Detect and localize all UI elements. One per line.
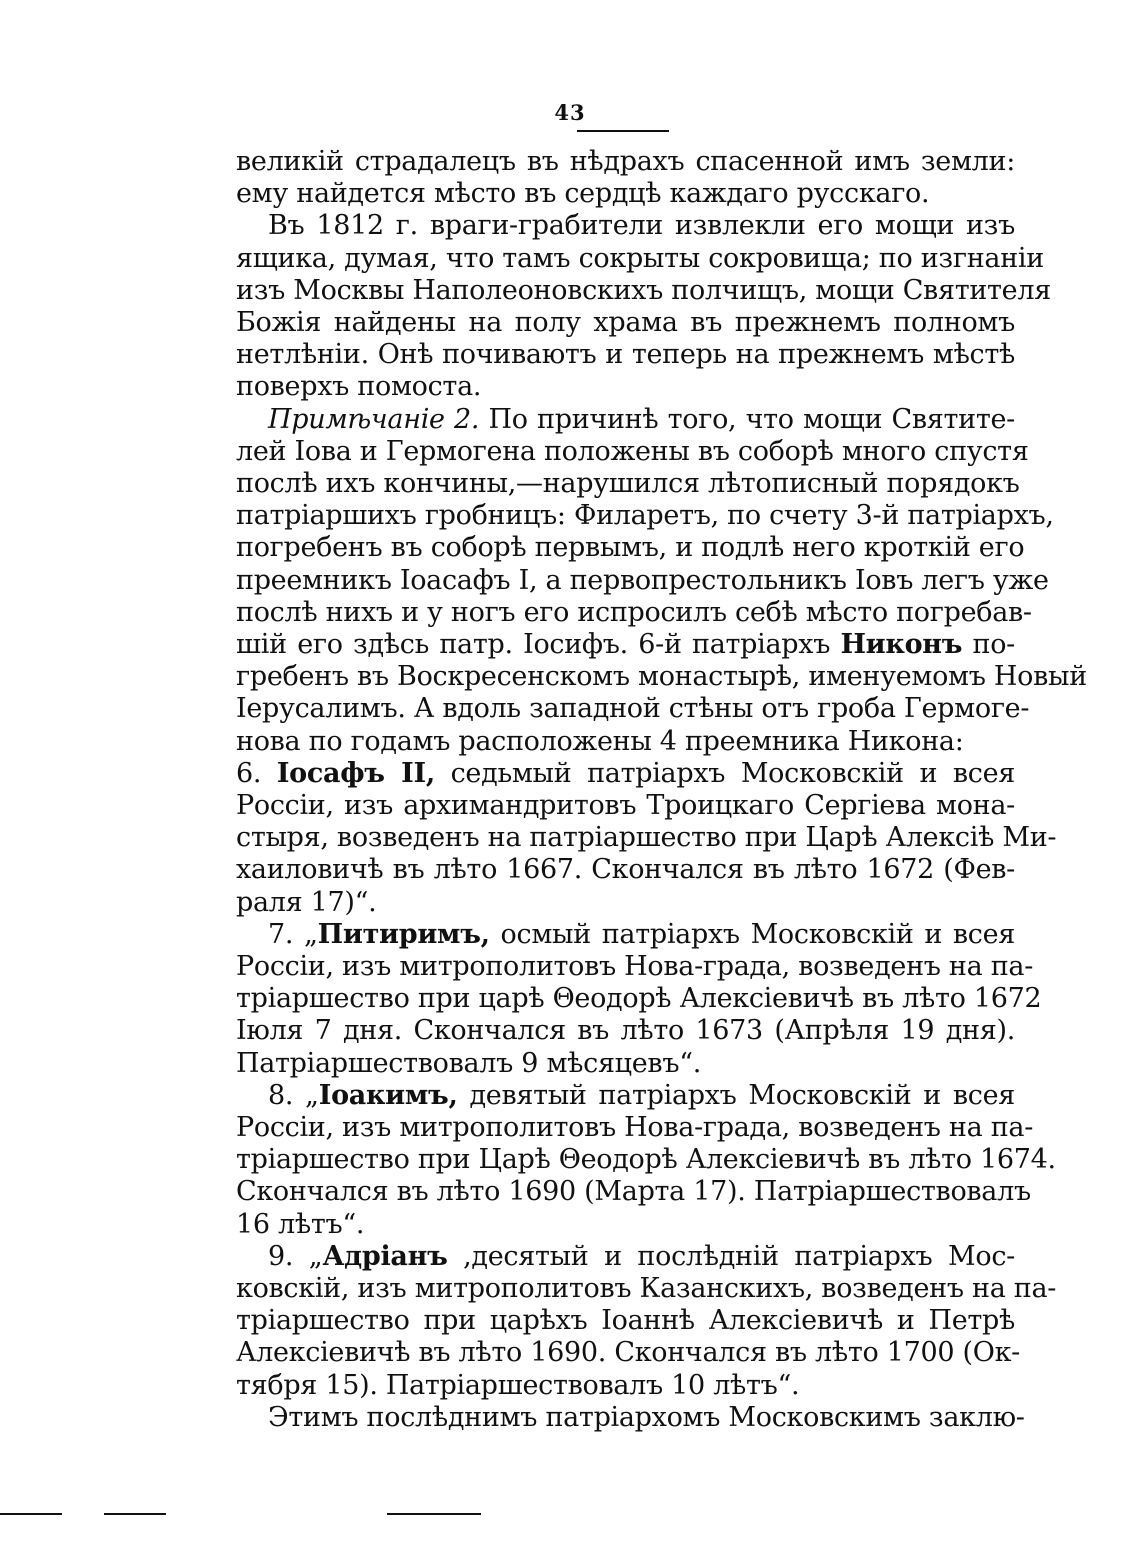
text-run: Этимъ послѣднимъ патріархомъ Московскимъ заклю- — [268, 1402, 1025, 1433]
text-line — [236, 597, 1032, 629]
text-line — [236, 661, 1087, 693]
text-run: Россіи, изъ архимандритовъ Троицкаго Сергіева мона- — [236, 790, 1015, 821]
text-line — [236, 1305, 1015, 1337]
text-line — [268, 1402, 1025, 1434]
text-line — [236, 822, 1057, 854]
text-run: 6. — [236, 758, 277, 789]
text-run: патріаршихъ гробницъ: Филаретъ, по счету 3-й патріархъ, — [236, 500, 1054, 531]
text-line — [236, 629, 1015, 661]
text-run: Іюля 7 дня. Скончался въ лѣто 1673 (Апрѣля 19 дня). — [236, 1015, 1015, 1046]
text-run: ,десятый и послѣдній патріархъ Мос- — [447, 1241, 1015, 1272]
text-run: Россіи, изъ митрополитовъ Нова-града, возведенъ на па- — [236, 951, 1034, 982]
text-line — [236, 693, 1030, 725]
text-run: нетлѣніи. Онѣ почиваютъ и теперь на прежнемъ мѣстѣ — [236, 339, 1015, 370]
text-run: девятый патріархъ Московскій и всея — [457, 1080, 1015, 1111]
text-line — [236, 1209, 1015, 1241]
text-line — [236, 468, 1020, 500]
text-line — [236, 178, 1015, 210]
text-run: Въ 1812 г. враги-грабители извлекли его мощи изъ — [268, 210, 1015, 241]
text-line — [236, 275, 1051, 307]
text-line — [236, 983, 1042, 1015]
text-run: Россіи, изъ митрополитовъ Нова-града, возведенъ на па- — [236, 1112, 1034, 1143]
text-line — [268, 1080, 1015, 1112]
text-run: тріаршество при Царѣ Θеодорѣ Алексіевичѣ въ лѣто 1674. — [236, 1144, 1056, 1175]
text-line — [236, 1337, 1021, 1369]
text-run: послѣ нихъ и у ногъ его испросилъ себѣ мѣсто погребав- — [236, 597, 1032, 628]
text-line — [236, 1015, 1015, 1047]
text-run: тября 15). Патріаршествовалъ 10 лѣтъ“. — [236, 1370, 800, 1401]
text-run: Іерусалимъ. А вдоль западной стѣны отъ гроба Гермоге- — [236, 693, 1030, 724]
text-line — [236, 1176, 1031, 1208]
text-line — [268, 1241, 1015, 1273]
text-run: 9. „ — [268, 1241, 323, 1272]
text-run: ковскій, изъ митрополитовъ Казанскихъ, возведенъ на па- — [236, 1273, 1057, 1304]
text-run: Скончался въ лѣто 1690 (Марта 17). Патріаршествовалъ — [236, 1176, 1031, 1207]
text-run: стыря, возведенъ на патріаршество при Царѣ Алексіѣ Ми- — [236, 822, 1057, 853]
text-run: 8. „ — [268, 1080, 319, 1111]
text-line — [236, 1144, 1056, 1176]
text-line — [236, 1048, 1015, 1080]
italic-run: Примѣчаніе 2. — [268, 404, 480, 435]
text-line — [236, 500, 1054, 532]
text-run: лей Іова и Гермогена положены въ соборѣ много спустя — [236, 436, 1029, 467]
text-line — [236, 307, 1015, 339]
text-run: тріаршество при царѣ Θеодорѣ Алексіевичѣ въ лѣто 1672 — [236, 983, 1042, 1014]
text-line — [236, 726, 1015, 758]
text-line — [236, 243, 1044, 275]
text-run: раля 17)“. — [236, 887, 377, 918]
text-run: преемникъ Іоасафъ I, а первопрестольникъ Іовъ легъ уже — [236, 565, 1049, 596]
text-run: по- — [962, 629, 1015, 660]
text-run: хаиловичѣ въ лѣто 1667. Скончался въ лѣто 1672 (Фев- — [236, 854, 1015, 885]
text-run: седьмый патріархъ Московскій и всея — [434, 758, 1015, 789]
text-run: Алексіевичѣ въ лѣто 1690. Скончался въ лѣто 1700 (Ок- — [236, 1337, 1021, 1368]
footer-rule-left — [0, 1513, 62, 1515]
text-line — [268, 404, 1015, 436]
text-run: осмый патріархъ Московскій и всея — [489, 919, 1015, 950]
text-line — [236, 951, 1034, 983]
text-line — [236, 1370, 1015, 1402]
bold-name: Адріанъ — [322, 1241, 448, 1272]
page-number-rule — [577, 130, 669, 132]
text-line — [268, 210, 1015, 242]
text-run: нова по годамъ расположены 4 преемника Никона: — [236, 726, 964, 757]
text-line — [236, 565, 1049, 597]
text-run: тріаршество при царѣхъ Іоаннѣ Алексіевичѣ и Петрѣ — [236, 1305, 1015, 1336]
text-line — [268, 919, 1015, 951]
text-run: шій его здѣсь патр. Іосифъ. 6-й патріархъ — [236, 629, 841, 660]
footer-rule-right — [387, 1513, 481, 1515]
text-run: Патріаршествовалъ 9 мѣсяцевъ“. — [236, 1048, 701, 1079]
text-line — [236, 1273, 1057, 1305]
text-line — [236, 146, 1015, 178]
text-run: поверхъ помоста. — [236, 371, 482, 402]
text-run: Божія найдены на полу храма въ прежнемъ полномъ — [236, 307, 1015, 338]
bold-name: Іоакимъ, — [318, 1080, 458, 1111]
page-number: 43 — [554, 100, 586, 125]
text-line — [236, 339, 1015, 371]
text-run: изъ Москвы Наполеоновскихъ полчищъ, мощи Святителя — [236, 275, 1051, 306]
text-run: послѣ ихъ кончины,—нарушился лѣтописный порядокъ — [236, 468, 1020, 499]
text-line — [236, 854, 1015, 886]
text-line — [236, 436, 1029, 468]
bold-name: Іосафъ II, — [276, 758, 435, 789]
footer-rule-middle — [104, 1513, 166, 1515]
bold-name: Питиримъ, — [317, 919, 490, 950]
bold-name: Никонъ — [840, 629, 963, 660]
text-line — [236, 532, 1025, 564]
text-line — [236, 758, 1015, 790]
text-run: 16 лѣтъ“. — [236, 1209, 365, 1240]
text-run: погребенъ въ соборѣ первымъ, и подлѣ него кроткій его — [236, 532, 1025, 563]
text-run: гребенъ въ Воскресенскомъ монастырѣ, именуемомъ Новый — [236, 661, 1087, 692]
text-line — [236, 371, 1015, 403]
text-run: 7. „ — [268, 919, 318, 950]
text-run: По причинѣ того, что мощи Святите- — [479, 404, 1015, 435]
text-line — [236, 887, 1015, 919]
text-run: ящика, думая, что тамъ сокрыты сокровища; по изгнаніи — [236, 243, 1044, 274]
text-line — [236, 1112, 1034, 1144]
text-line — [236, 790, 1015, 822]
text-run: ему найдется мѣсто въ сердцѣ каждаго русскаго. — [236, 178, 930, 209]
text-run: великій страдалецъ въ нѣдрахъ спасенной имъ земли: — [236, 146, 1015, 177]
